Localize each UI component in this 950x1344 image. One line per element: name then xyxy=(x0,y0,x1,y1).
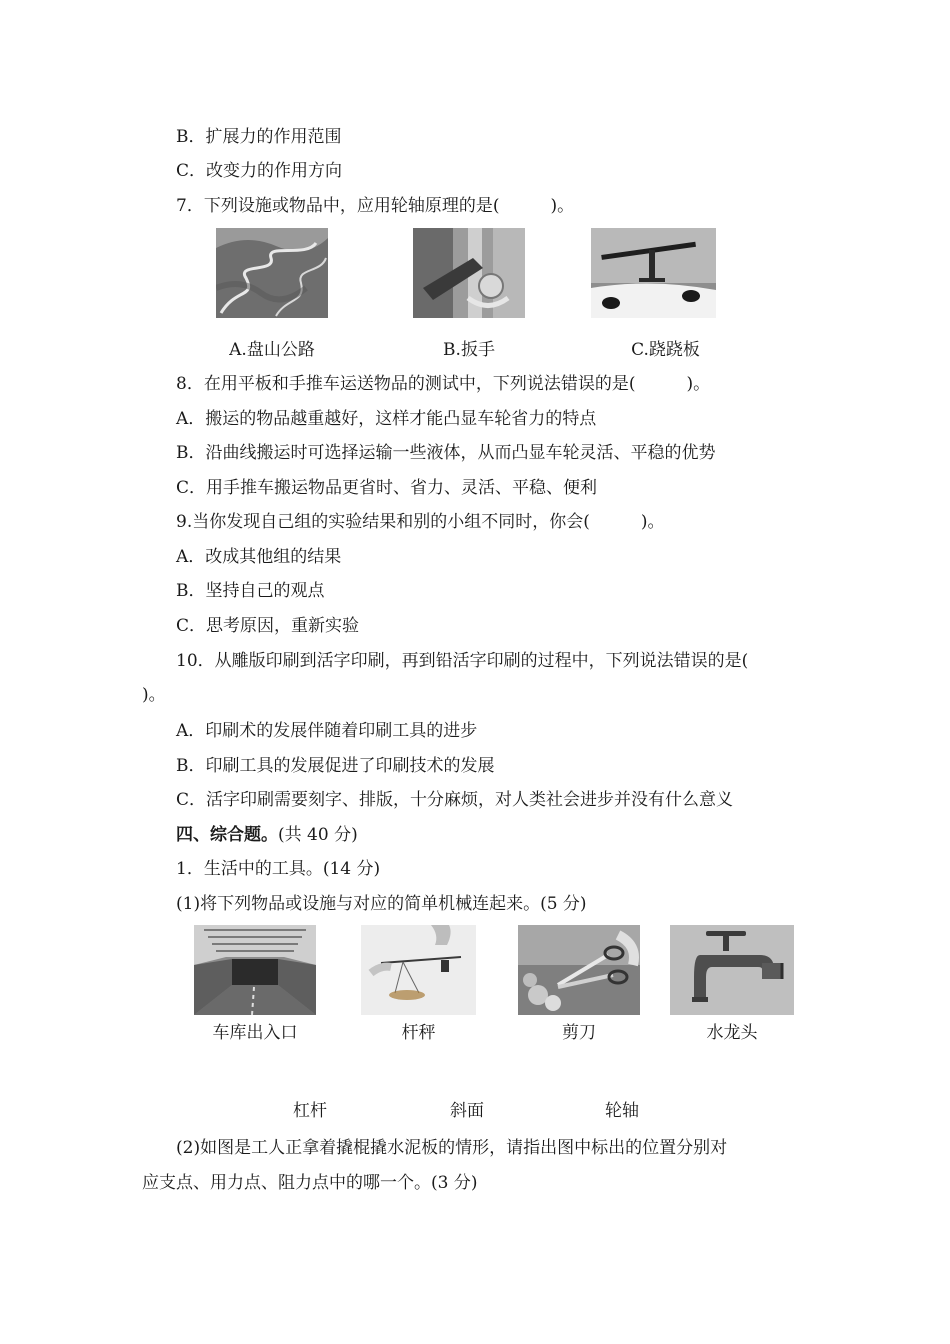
machine-inclined-plane: 斜面 xyxy=(450,1101,484,1121)
q6-option-b: B．扩展力的作用范围 xyxy=(176,127,342,147)
q9-stem: 9.当你发现自己组的实验结果和别的小组不同时，你会( )。 xyxy=(176,512,665,532)
s4-q1-stem: 1．生活中的工具。(14 分) xyxy=(176,859,381,879)
seesaw-image xyxy=(591,228,716,318)
q8-option-a: A．搬运的物品越重越好，这样才能凸显车轮省力的特点 xyxy=(176,409,597,429)
q8-stem: 8．在用平板和手推车运送物品的测试中，下列说法错误的是( )。 xyxy=(176,374,711,394)
item-scissors: 剪刀 xyxy=(562,1023,596,1043)
scissors-image xyxy=(518,925,640,1015)
q7-stem: 7．下列设施或物品中，应用轮轴原理的是( )。 xyxy=(176,196,575,216)
section-4-heading xyxy=(176,824,358,846)
q7-option-b: B.扳手 xyxy=(443,340,495,360)
q7-option-c: C.跷跷板 xyxy=(631,340,700,360)
mountain-road-image xyxy=(216,228,328,318)
s4-q1-sub2-line1: (2)如图是工人正拿着撬棍撬水泥板的情形，请指出图中标出的位置分别对 xyxy=(176,1138,728,1158)
q10-option-a: A．印刷术的发展伴随着印刷工具的进步 xyxy=(176,721,478,741)
machine-lever: 杠杆 xyxy=(293,1101,327,1121)
q10-stem-line2: )。 xyxy=(142,685,166,705)
item-garage-entrance: 车库出入口 xyxy=(212,1023,298,1043)
machine-wheel-and-axle: 轮轴 xyxy=(605,1101,639,1121)
s4-q1-sub1: (1)将下列物品或设施与对应的简单机械连起来。(5 分) xyxy=(176,894,587,914)
q8-option-b: B．沿曲线搬运时可选择运输一些液体，从而凸显车轮灵活、平稳的优势 xyxy=(176,443,716,463)
section-4-title: 四、综合题。 xyxy=(176,825,278,845)
water-tap-image xyxy=(670,925,794,1015)
q10-option-b: B．印刷工具的发展促进了印刷技术的发展 xyxy=(176,756,495,776)
section-4-points: (共 40 分) xyxy=(278,825,358,845)
q9-option-b: B．坚持自己的观点 xyxy=(176,581,325,601)
item-water-tap: 水龙头 xyxy=(706,1023,758,1043)
item-steelyard: 杆秤 xyxy=(401,1023,436,1043)
q6-option-c: C．改变力的作用方向 xyxy=(176,161,343,181)
s4-q1-sub2-line2: 应支点、用力点、阻力点中的哪一个。(3 分) xyxy=(142,1173,478,1193)
wrench-image xyxy=(413,228,525,318)
q7-option-a: A.盘山公路 xyxy=(229,340,315,360)
q10-option-c: C．活字印刷需要刻字、排版，十分麻烦，对人类社会进步并没有什么意义 xyxy=(176,790,734,810)
q8-option-c: C．用手推车搬运物品更省时、省力、灵活、平稳、便利 xyxy=(176,478,598,498)
steelyard-scale-image xyxy=(361,925,476,1015)
q10-stem-line1: 10．从雕版印刷到活字印刷，再到铅活字印刷的过程中，下列说法错误的是( xyxy=(176,651,749,671)
garage-entrance-image xyxy=(194,925,316,1015)
q9-option-c: C．思考原因，重新实验 xyxy=(176,616,360,636)
q9-option-a: A．改成其他组的结果 xyxy=(176,547,342,567)
